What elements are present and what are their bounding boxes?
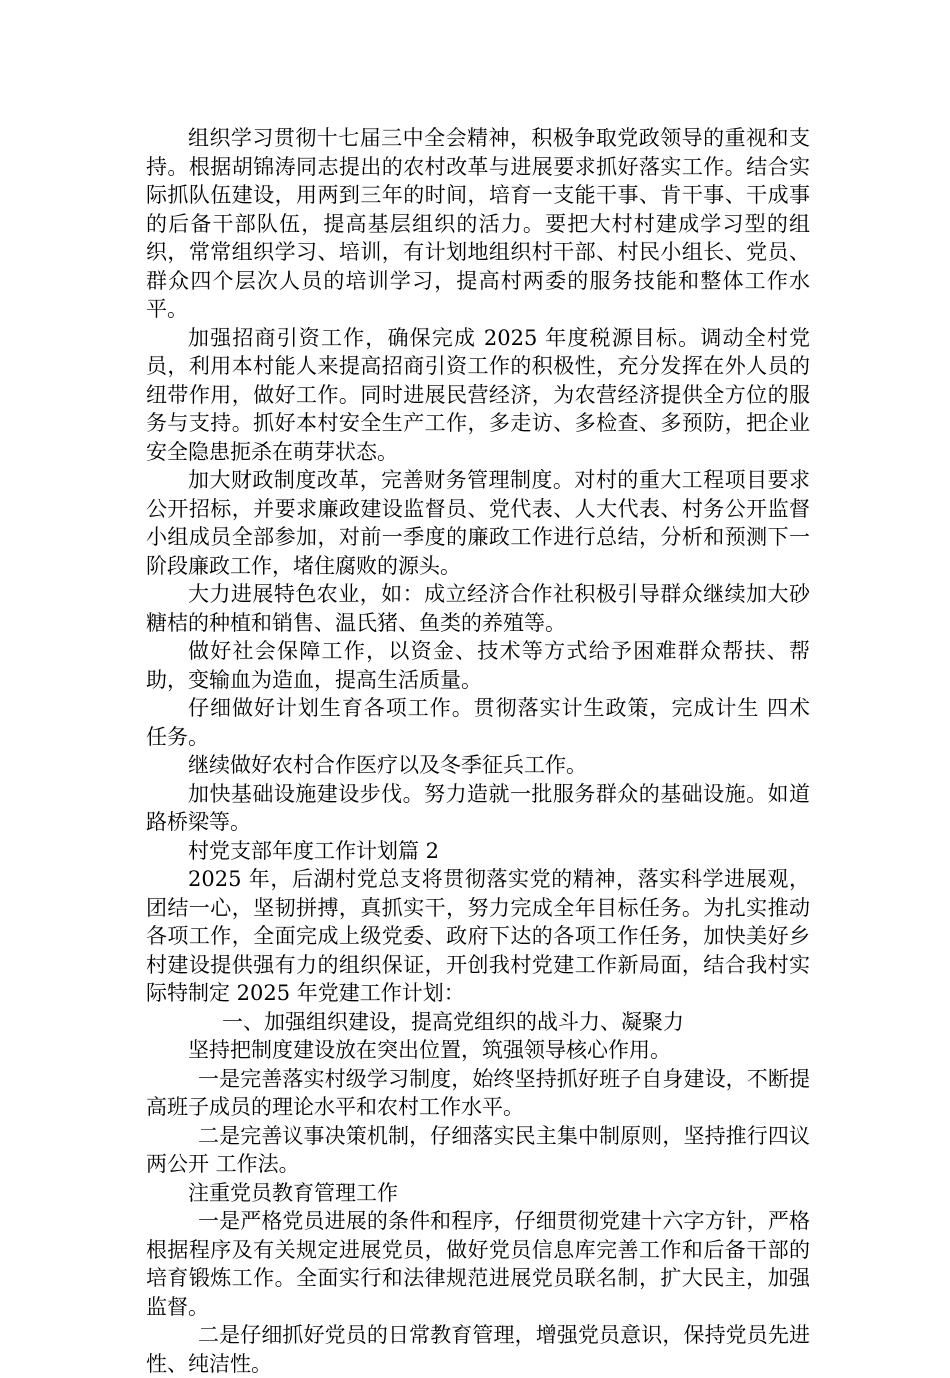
paragraph-medical-conscription: 继续做好农村合作医疗以及冬季征兵工作。 [188,753,587,777]
paragraph-organization-study: 组织学习贯彻十七届三中全会精神，积极争取党政领导的重视和支持。根据胡锦涛同志提出的农村改革与进展要求抓好落实工作。结合实际抓队伍建设，用两到三年的时间，培育一支能干事、肯干事、干成事的后备干部队伍，提高基层组织的活力。要把大村村建成学习型的组织，常常组织学习、培训，有计划地组织村干部、村民小组长、党员、群众四个层次人员的培训学习，提高村两委的服务技能和整体工作水平。 [146,126,810,321]
paragraph-social-security: 做好社会保障工作，以资金、技术等方式给予困难群众帮扶、帮助，变输血为造血，提高生活质量。 [146,639,810,692]
heading-member-education: 注重党员教育管理工作 [188,1180,398,1205]
paragraph-system-building: 坚持把制度建设放在突出位置，筑强领导核心作用。 [188,1038,671,1062]
heading-organization-building: 一、加强组织建设，提高党组织的战斗力、凝聚力 [222,1009,684,1034]
paragraph-infrastructure: 加快基础设施建设步伐。努力造就一批服务群众的基础设施。如道路桥梁等。 [146,781,810,834]
section-title-plan-2: 村党支部年度工作计划篇 2 [188,838,440,863]
paragraph-plan-intro: 2025 年，后湖村党总支将贯彻落实党的精神，落实科学进展观，团结一心，坚韧拼搏，真抓实干，努力完成全年目标任务。为扎实推动各项工作，全面完成上级党委、政府下达的各项工作任务，加快美好乡村建设提供强有力的组织保证，开创我村党建工作新局面，结合我村实际特制定 2025 年党建工作计划： [146,867,810,1005]
paragraph-daily-management: 二是仔细抓好党员的日常教育管理，增强党员意识，保持党员先进性、纯洁性。 [146,1323,810,1376]
paragraph-investment: 加强招商引资工作，确保完成 2025 年度税源目标。调动全村党员，利用本村能人来提高招商引资工作的积极性，充分发挥在外人员的纽带作用，做好工作。同时进展民营经济，为农营经济提供全方位的服务与支持。抓好本村安全生产工作，多走访、多检查、多预防，把企业安全隐患扼杀在萌芽状态。 [146,325,810,464]
paragraph-agriculture: 大力进展特色农业，如：成立经济合作社积极引导群众继续加大砂糖桔的种植和销售、温氏猪、鱼类的养殖等。 [146,582,810,635]
paragraph-decision-mechanism: 二是完善议事决策机制，仔细落实民主集中制原则，坚持推行四议两公开 工作法。 [146,1123,810,1176]
document-page [146,124,817,1378]
paragraph-study-system: 一是完善落实村级学习制度，始终坚持抓好班子自身建设，不断提高班子成员的理论水平和农村工作水平。 [146,1066,810,1119]
paragraph-member-development: 一是严格党员进展的条件和程序，仔细贯彻党建十六字方针，严格根据程序及有关规定进展党员，做好党员信息库完善工作和后备干部的培育锻炼工作。全面实行和法律规范进展党员联名制，扩大民主，加强监督。 [146,1209,810,1319]
paragraph-family-planning: 仔细做好计划生育各项工作。贯彻落实计生政策，完成计生 四术 任务。 [146,696,817,749]
paragraph-finance-reform: 加大财政制度改革，完善财务管理制度。对村的重大工程项目要求公开招标，并要求廉政建设监督员、党代表、人大代表、村务公开监督小组成员全部参加，对前一季度的廉政工作进行总结，分析和预测下一阶段廉政工作，堵住腐败的源头。 [146,468,810,578]
